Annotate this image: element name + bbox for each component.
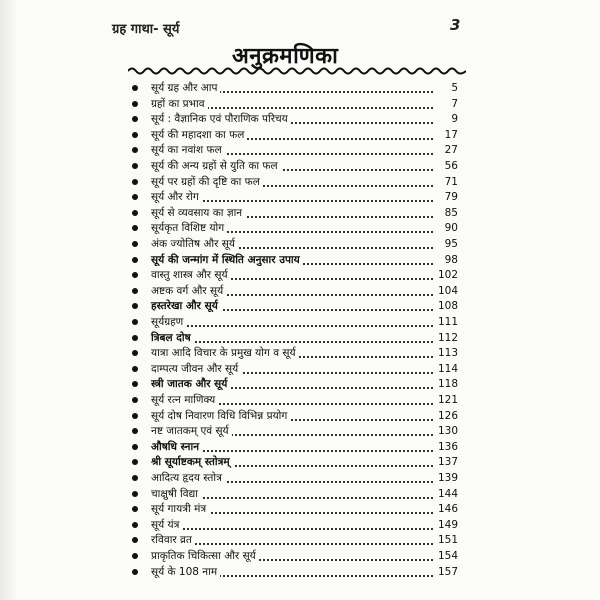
bullet-icon <box>132 553 138 559</box>
toc-entry-page: 98 <box>444 253 458 266</box>
toc-entry-page: 114 <box>437 362 458 375</box>
toc-entry-page: 139 <box>437 472 458 484</box>
bullet-icon <box>132 116 138 122</box>
page-number: 3 <box>450 16 461 34</box>
toc-entry-title: अष्टक वर्ग और सूर्य <box>151 283 226 299</box>
bullet-icon <box>132 241 138 247</box>
bullet-icon <box>132 569 138 575</box>
toc-entry <box>0 205 600 221</box>
bullet-icon <box>132 413 138 419</box>
toc-entry <box>0 127 600 143</box>
toc-entry <box>0 267 600 283</box>
toc-entry-page: 104 <box>437 284 458 297</box>
toc-entry-title: हस्तरेखा और सूर्य <box>151 298 221 314</box>
toc-entry <box>0 298 600 314</box>
toc-entry-title: वास्तु शास्त्र और सूर्य <box>151 267 231 283</box>
toc-entry-page: 71 <box>444 175 458 188</box>
toc-entry-title: सूर्यग्रहण <box>151 314 186 330</box>
toc-entry-page: 113 <box>437 347 458 360</box>
toc-entry-title: सूर्य यंत्र <box>151 517 182 533</box>
bullet-icon <box>132 272 138 278</box>
toc-entry <box>0 517 600 533</box>
toc-entry-page: 102 <box>437 269 458 282</box>
toc-entry-page: 136 <box>437 440 458 453</box>
bullet-icon <box>132 303 138 309</box>
toc-entry-title: सूर्य : वैज्ञानिक एवं पौराणिक परिचय <box>151 111 291 127</box>
bullet-icon <box>132 101 138 107</box>
toc-entry-title: सूर्यकृत विशिष्ट योग <box>151 220 227 236</box>
toc-entry-page: 9 <box>451 113 458 126</box>
bullet-icon <box>132 475 138 481</box>
toc-entry <box>0 392 600 408</box>
bullet-icon <box>132 335 138 341</box>
toc-entry-page: 154 <box>437 550 458 562</box>
bullet-icon <box>132 397 138 403</box>
toc-entry-title: सूर्य की महादशा का फल <box>151 127 247 143</box>
toc-entry <box>0 80 600 96</box>
page-title: अनुक्रमणिका <box>232 44 339 69</box>
toc-entry <box>0 283 600 299</box>
toc-entry-page: 5 <box>451 82 458 94</box>
toc-entry <box>0 486 600 502</box>
toc-entry-page: 149 <box>437 518 458 531</box>
bullet-icon <box>132 444 138 450</box>
toc-entry-title: रविवार व्रत <box>151 532 195 548</box>
toc-entry-page: 146 <box>437 503 458 516</box>
bullet-icon <box>132 225 138 231</box>
toc-entry-page: 126 <box>437 409 458 422</box>
toc-entry-title: सूर्य दोष निवारण विधि विभिन्न प्रयोग <box>151 408 290 424</box>
toc-entry-title: औषधि स्नान <box>151 439 202 455</box>
bullet-icon <box>132 147 138 153</box>
toc-entry-title: स्त्री जातक और सूर्य <box>151 376 230 392</box>
toc-entry <box>0 408 600 424</box>
dot-leader <box>151 528 433 530</box>
wavy-divider <box>128 65 466 77</box>
toc-entry-page: 90 <box>444 222 458 235</box>
toc-entry <box>0 532 600 548</box>
toc-entry <box>0 454 600 470</box>
bullet-icon <box>132 381 138 387</box>
toc-entry <box>0 501 600 517</box>
toc-entry <box>0 174 600 190</box>
toc-entry <box>0 158 600 174</box>
dot-leader <box>151 325 433 327</box>
bullet-icon <box>132 179 138 185</box>
toc-entry-title: यात्रा आदि विचार के प्रमुख योग व सूर्य <box>151 345 299 361</box>
toc-entry <box>0 470 600 486</box>
toc-entry-page: 95 <box>444 238 458 250</box>
bullet-icon <box>132 132 138 138</box>
toc-entry <box>0 314 600 330</box>
toc-entry <box>0 236 600 252</box>
bullet-icon <box>132 319 138 325</box>
toc-entry <box>0 189 600 205</box>
toc-entry <box>0 142 600 158</box>
toc-entry-title: सूर्य की अन्य ग्रहों से युति का फल <box>151 158 281 174</box>
toc-entry-page: 118 <box>437 378 458 391</box>
toc-entry-page: 56 <box>444 160 458 172</box>
toc-entry <box>0 111 600 127</box>
bullet-icon <box>132 163 138 169</box>
toc-entry-page: 79 <box>444 191 458 204</box>
toc-entry <box>0 564 600 580</box>
bullet-icon <box>132 366 138 372</box>
toc-entry-title: सूर्य गायत्री मंत्र <box>151 501 209 517</box>
toc-entry-title: सूर्य और रोग <box>151 189 202 205</box>
toc-entry-page: 17 <box>444 128 458 141</box>
toc-entry <box>0 252 600 268</box>
bullet-icon <box>132 350 138 356</box>
toc-entry-title: सूर्य से व्यवसाय का ज्ञान <box>151 205 245 221</box>
toc-entry <box>0 96 600 112</box>
toc-entry-title: त्रिबल दोष <box>151 330 194 346</box>
toc-entry-page: 130 <box>437 425 458 438</box>
toc-entry-page: 27 <box>444 144 458 157</box>
toc-entry-page: 111 <box>437 316 458 328</box>
toc-entry-title: सूर्य की जन्मांग में स्थिति अनुसार उपाय <box>151 252 303 268</box>
bullet-icon <box>132 506 138 512</box>
toc-entry-page: 144 <box>437 487 458 500</box>
running-head: ग्रह गाथा- सूर्य <box>112 22 180 37</box>
toc-entry-page: 137 <box>437 456 458 469</box>
toc-entry <box>0 220 600 236</box>
toc-entry-title: सूर्य का नवांश फल <box>151 142 225 158</box>
toc-entry <box>0 548 600 564</box>
toc-entry <box>0 361 600 377</box>
bullet-icon <box>132 85 138 91</box>
table-of-contents <box>0 80 600 590</box>
bullet-icon <box>132 288 138 294</box>
bullet-icon <box>132 459 138 465</box>
bullet-icon <box>132 537 138 543</box>
toc-entry-title: आदित्य हृदय स्तोत्र <box>151 470 225 486</box>
toc-entry-title: नष्ट जातकम् एवं सूर्य <box>151 423 232 439</box>
bullet-icon <box>132 194 138 200</box>
toc-entry-page: 108 <box>437 300 458 313</box>
toc-entry-page: 157 <box>437 565 458 578</box>
toc-entry-page: 7 <box>451 97 458 110</box>
toc-entry <box>0 345 600 361</box>
toc-entry-title: सूर्य रत्न माणिक्य <box>151 392 218 408</box>
bullet-icon <box>132 522 138 528</box>
toc-entry-title: सूर्य के 108 नाम <box>151 564 220 580</box>
toc-entry-title: श्री सूर्याष्टकम् स्तोत्रम् <box>151 454 233 470</box>
toc-entry-title: प्राकृतिक चिकित्सा और सूर्य <box>151 548 259 564</box>
toc-entry-page: 151 <box>437 534 458 547</box>
bullet-icon <box>132 428 138 434</box>
toc-entry <box>0 330 600 346</box>
toc-entry <box>0 439 600 455</box>
toc-entry-title: अंक ज्योतिष और सूर्य <box>151 236 238 252</box>
toc-entry <box>0 423 600 439</box>
toc-entry-title: सूर्य ग्रह और आप <box>151 80 220 96</box>
toc-entry-page: 85 <box>444 206 458 219</box>
bullet-icon <box>132 210 138 216</box>
toc-entry-title: सूर्य पर ग्रहों की दृष्टि का फल <box>151 174 263 190</box>
bullet-icon <box>132 491 138 497</box>
toc-entry-title: ग्रहों का प्रभाव <box>151 96 208 112</box>
toc-entry-title: चाक्षुषी विद्या <box>151 486 201 502</box>
bullet-icon <box>132 257 138 263</box>
toc-entry-title: दाम्पत्य जीवन और सूर्य <box>151 361 241 377</box>
toc-entry-page: 121 <box>437 394 458 406</box>
toc-entry-page: 112 <box>437 331 458 344</box>
toc-entry <box>0 376 600 392</box>
